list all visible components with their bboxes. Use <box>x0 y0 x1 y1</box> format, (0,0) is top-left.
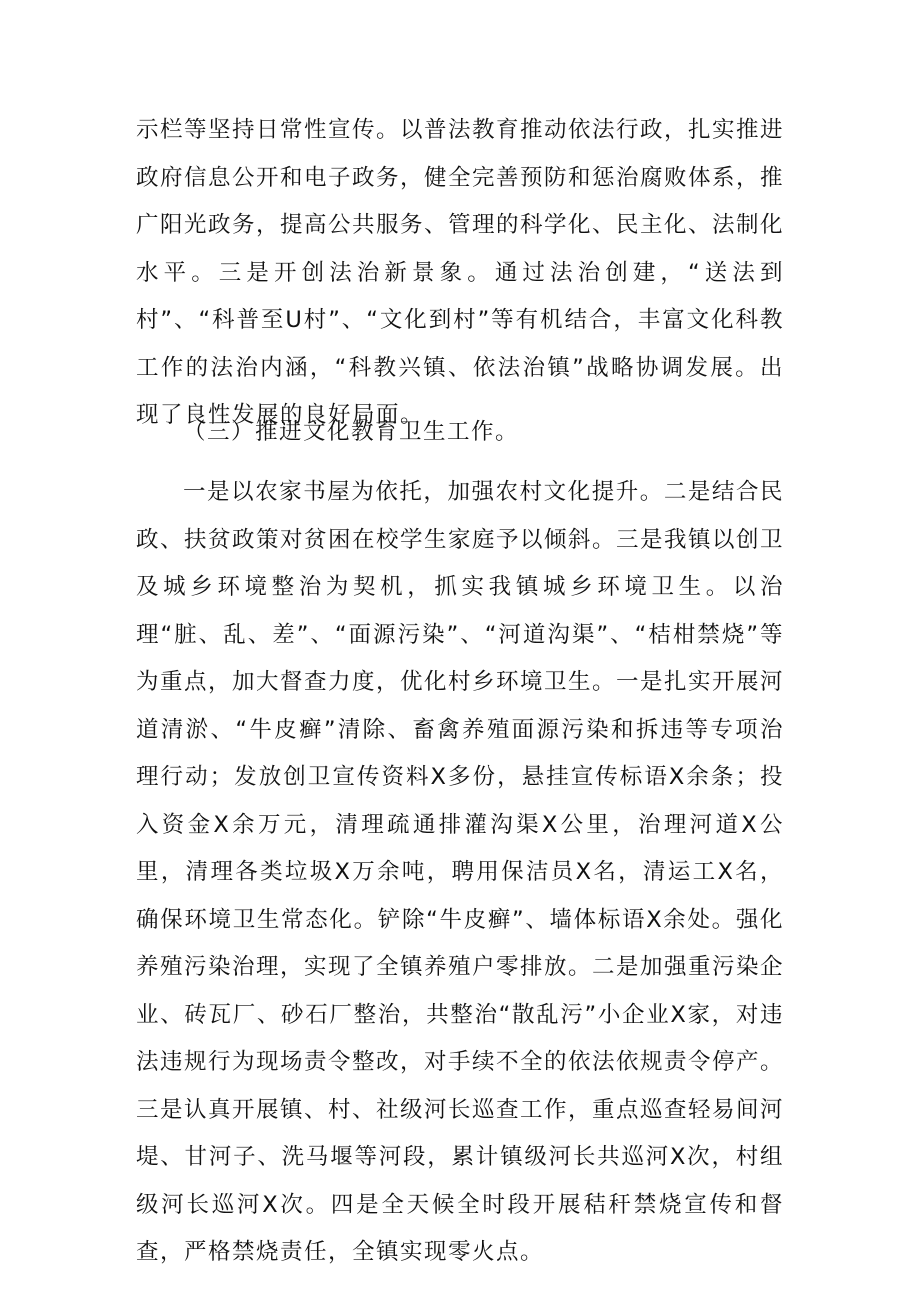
body-paragraph-continued: 示栏等坚持日常性宣传。以普法教育推动依法行政，扎实推进政府信息公开和电子政务，健全完善预防和惩治腐败体系，推广阳光政务，提高公共服务、管理的科学化、民主化、法制化水平。三是开创法治新景象。通过法治创建，“送法到村”、“科普至U村”、“文化到村”等有机结合，丰富文化科教工作的法治内涵，“科教兴镇、依法治镇”战略协调发展。出现了良性发展的良好局面。 <box>136 117 785 428</box>
section-heading: （三）推进文化教育卫生工作。 <box>183 419 520 445</box>
body-paragraph: 一是以农家书屋为依托，加强农村文化提升。二是结合民政、扶贫政策对贫困在校学生家庭予以倾斜。三是我镇以创卫及城乡环境整治为契机，抓实我镇城乡环境卫生。以治理“脏、乱、差”、“面源污染”、“河道沟渠”、“桔柑禁烧”等为重点，加大督查力度，优化村乡环境卫生。一是扎实开展河道清淤、“牛皮癣”清除、畜禽养殖面源污染和拆违等专项治理行动；发放创卫宣传资料X多份，悬挂宣传标语X余条；投入资金X余万元，清理疏通排灌沟渠X公里，治理河道X公里，清理各类垃圾X万余吨，聘用保洁员X名，清运工X名，确保环境卫生常态化。铲除“牛皮癣”、墙体标语X余处。强化养殖污染治理，实现了全镇养殖户零排放。二是加强重污染企业、砖瓦厂、砂石厂整治，共整治“散乱污”小企业X家，对违法违规行为现场责令整改，对手续不全的依法依规责令停产。三是认真开展镇、村、社级河长巡查工作，重点巡查轻易间河堤、甘河子、洗马堰等河段，累计镇级河长共巡河X次，村组级河长巡河X次。四是全天候全时段开展秸秆禁烧宣传和督查，严格禁烧责任，全镇实现零火点。 <box>136 479 785 1265</box>
